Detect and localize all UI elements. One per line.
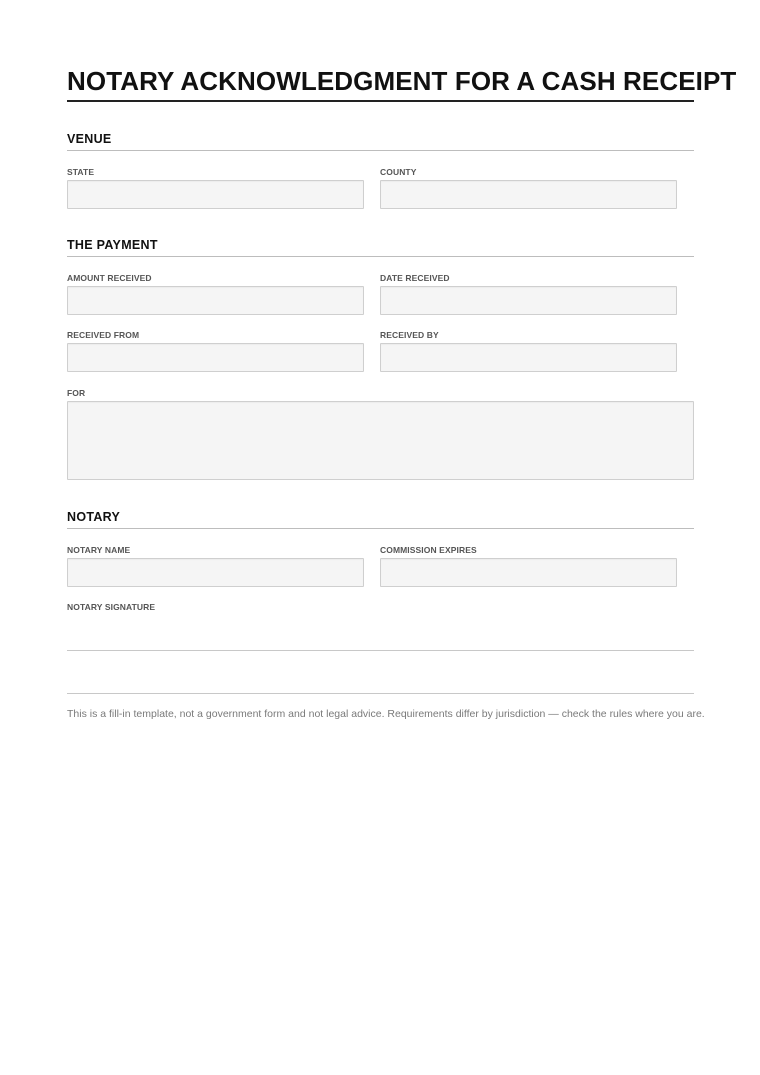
notary-name-field[interactable] [67,558,364,587]
commission-expires-label: COMMISSION EXPIRES [380,545,477,555]
disclaimer-text: This is a fill-in template, not a government form and not legal advice. Requirements differ by jurisdiction — check the rules where you are. [67,708,705,720]
date-received-field[interactable] [380,286,677,315]
section-rule-payment [67,256,694,257]
section-rule-notary [67,528,694,529]
received-from-label: RECEIVED FROM [67,330,140,340]
section-heading-venue: VENUE [67,132,112,146]
footer-rule [67,693,694,694]
state-field[interactable] [67,180,364,209]
notary-signature-label: NOTARY SIGNATURE [67,602,156,612]
received-from-field[interactable] [67,343,364,372]
section-heading-notary: NOTARY [67,510,121,524]
for-textarea[interactable] [67,401,694,480]
county-label: COUNTY [380,167,417,177]
received-by-label: RECEIVED BY [380,330,439,340]
state-label: STATE [67,167,95,177]
date-received-label: DATE RECEIVED [380,273,450,283]
title-rule [67,100,694,102]
county-field[interactable] [380,180,677,209]
commission-expires-field[interactable] [380,558,677,587]
section-rule-venue [67,150,694,151]
section-heading-payment: THE PAYMENT [67,238,158,252]
received-by-field[interactable] [380,343,677,372]
document-title: NOTARY ACKNOWLEDGMENT FOR A CASH RECEIPT [67,66,737,96]
amount-received-field[interactable] [67,286,364,315]
amount-received-label: AMOUNT RECEIVED [67,273,152,283]
notary-name-label: NOTARY NAME [67,545,131,555]
for-label: FOR [67,388,86,398]
notary-signature-line[interactable] [67,650,694,651]
